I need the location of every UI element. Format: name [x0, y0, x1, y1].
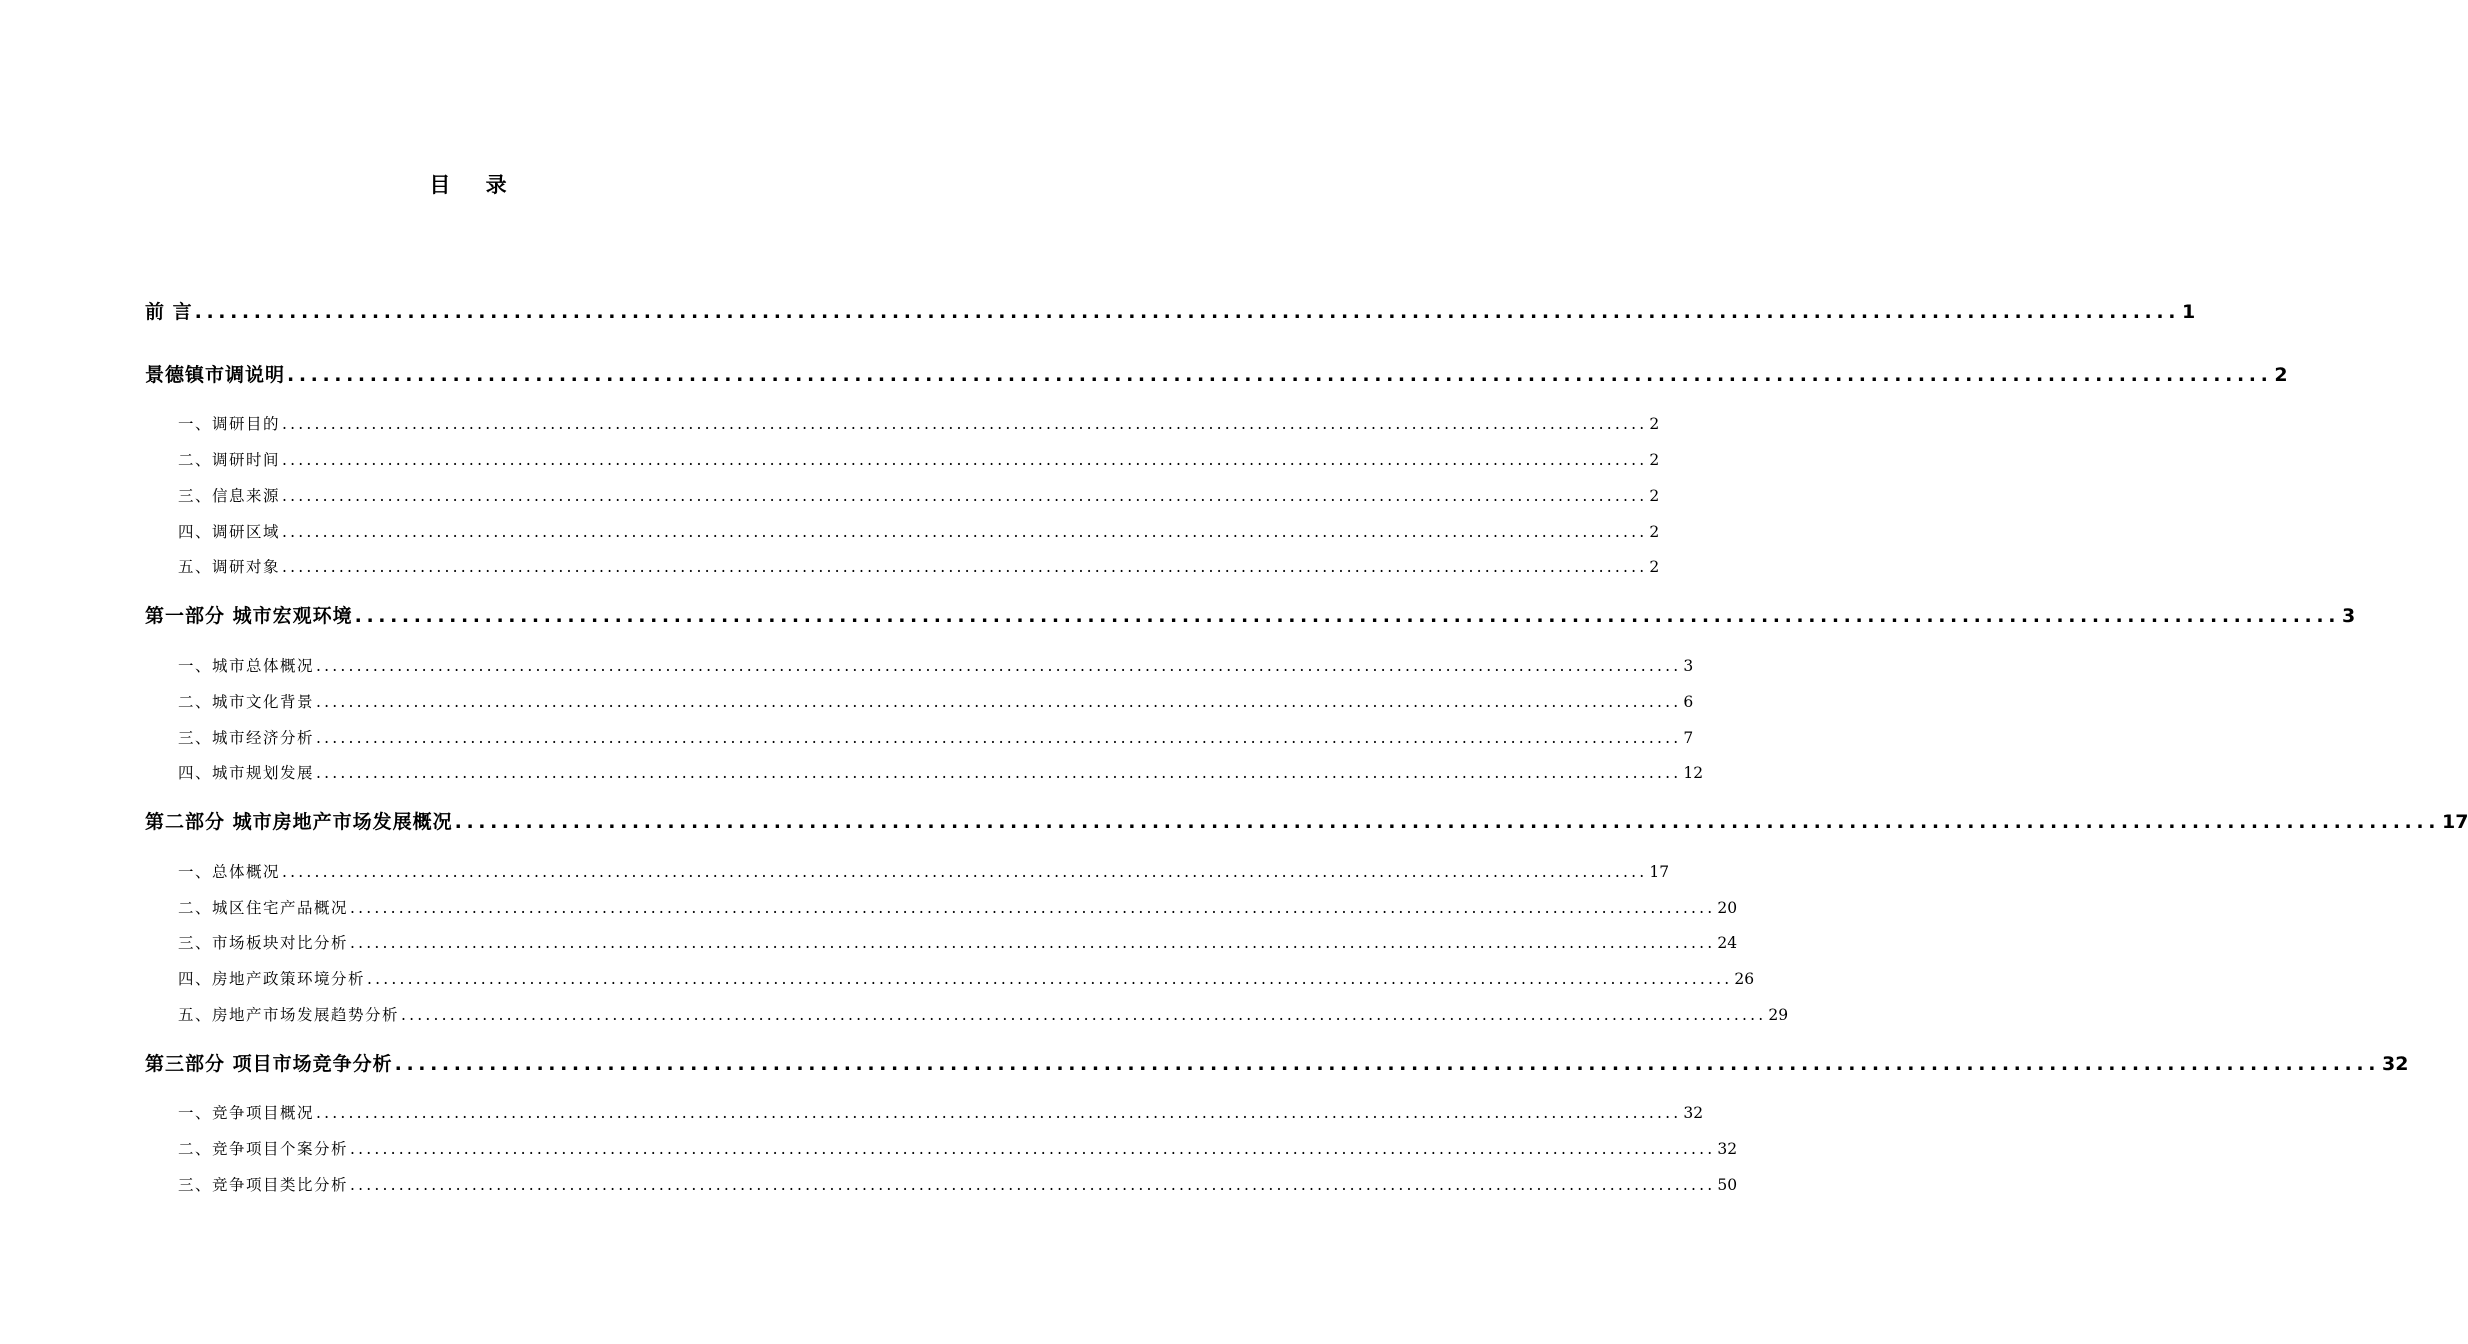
toc-entry-page: 2: [1649, 487, 1660, 505]
toc-entry[interactable]: [145, 299, 2196, 325]
toc-entry[interactable]: [145, 603, 2356, 629]
toc-entry-label: 第一部分 城市宏观环境: [145, 605, 353, 627]
toc-entry-label: 二、调研时间: [178, 451, 281, 469]
toc-entry-label: 第二部分 城市房地产市场发展概况: [145, 811, 453, 833]
toc-entry-page: 2: [1649, 451, 1660, 469]
toc-dot-leader: ........................................................................................................................................................................: [282, 523, 1648, 541]
toc-entry-label: 一、城市总体概况: [178, 657, 315, 675]
toc-entry-label: 二、城区住宅产品概况: [178, 899, 349, 917]
toc-entry-page: 32: [1683, 1104, 1704, 1122]
toc-dot-leader: ........................................................................................................................................................................: [350, 1140, 1716, 1158]
toc-dot-leader: ........................................................................................................................................................................: [350, 1176, 1716, 1194]
toc-entry[interactable]: [178, 521, 1660, 543]
toc-entry-page: 7: [1683, 729, 1694, 747]
toc-entry-page: 24: [1717, 934, 1738, 952]
toc-entry-label: 五、调研对象: [178, 558, 281, 576]
toc-entry-page: 29: [1768, 1006, 1789, 1024]
toc-entry[interactable]: [178, 968, 1755, 990]
toc-entry-label: 四、房地产政策环境分析: [178, 970, 366, 988]
toc-entry[interactable]: [178, 897, 1738, 919]
toc-entry[interactable]: [178, 1102, 1704, 1124]
toc-entry-page: 2: [1649, 558, 1660, 576]
toc-dot-leader: ........................................................................................................................................................................: [316, 729, 1682, 747]
toc-entry[interactable]: [178, 1004, 1789, 1026]
toc-entry[interactable]: [145, 362, 2288, 388]
toc-entry[interactable]: [178, 449, 1660, 471]
toc-entry-label: 前 言: [145, 301, 193, 323]
toc-dot-leader: ........................................................................................................................................................................: [316, 693, 1682, 711]
toc-dot-leader: ........................................................................................................................................................................: [287, 364, 2273, 386]
toc-entry-label: 四、城市规划发展: [178, 764, 315, 782]
toc-entry-label: 一、调研目的: [178, 415, 281, 433]
toc-entry-page: 17: [2442, 811, 2468, 833]
toc-entry-label: 二、竞争项目个案分析: [178, 1140, 349, 1158]
toc-entry-page: 2: [1649, 415, 1660, 433]
toc-entry[interactable]: [178, 413, 1660, 435]
toc-entry-page: 50: [1717, 1176, 1738, 1194]
toc-dot-leader: ........................................................................................................................................................................: [394, 1053, 2381, 1075]
toc-dot-leader: ........................................................................................................................................................................: [316, 764, 1682, 782]
toc-entry-label: 第三部分 项目市场竞争分析: [145, 1053, 393, 1075]
toc-entry-page: 2: [1649, 523, 1660, 541]
toc-dot-leader: ........................................................................................................................................................................: [367, 970, 1733, 988]
toc-entry-label: 三、市场板块对比分析: [178, 934, 349, 952]
toc-entry[interactable]: [178, 727, 1694, 749]
toc-dot-leader: ........................................................................................................................................................................: [282, 415, 1648, 433]
toc-entry[interactable]: [145, 1051, 2409, 1077]
toc-entry[interactable]: [178, 762, 1704, 784]
toc-dot-leader: ........................................................................................................................................................................: [316, 1104, 1682, 1122]
toc-dot-leader: ........................................................................................................................................................................: [316, 657, 1682, 675]
toc-dot-leader: ........................................................................................................................................................................: [194, 301, 2181, 323]
toc-entry-page: 32: [1717, 1140, 1738, 1158]
toc-entry[interactable]: [178, 932, 1738, 954]
page-title: 目 录: [429, 173, 521, 197]
toc-entry-page: 20: [1717, 899, 1738, 917]
toc-dot-leader: ........................................................................................................................................................................: [401, 1006, 1767, 1024]
toc-dot-leader: ........................................................................................................................................................................: [282, 863, 1648, 881]
toc-dot-leader: ........................................................................................................................................................................: [350, 934, 1716, 952]
toc-entry-label: 四、调研区域: [178, 523, 281, 541]
toc-entry-page: 3: [2342, 605, 2356, 627]
toc-entry-page: 3: [1683, 657, 1694, 675]
toc-entry-label: 三、竞争项目类比分析: [178, 1176, 349, 1194]
toc-dot-leader: ........................................................................................................................................................................: [354, 605, 2341, 627]
toc-entry-label: 一、竞争项目概况: [178, 1104, 315, 1122]
toc-entry-label: 一、总体概况: [178, 863, 281, 881]
toc-entry-label: 五、房地产市场发展趋势分析: [178, 1006, 400, 1024]
toc-entry-page: 32: [2382, 1053, 2409, 1075]
toc-entry-label: 三、信息来源: [178, 487, 281, 505]
toc-dot-leader: ........................................................................................................................................................................: [282, 487, 1648, 505]
toc-entry-label: 二、城市文化背景: [178, 693, 315, 711]
toc-entry-page: 17: [1649, 863, 1670, 881]
toc-entry-label: 景德镇市调说明: [145, 364, 286, 386]
toc-entry[interactable]: [178, 655, 1694, 677]
toc-dot-leader: ........................................................................................................................................................................: [282, 558, 1648, 576]
toc-dot-leader: ........................................................................................................................................................................: [454, 811, 2441, 833]
toc-entry[interactable]: [178, 1174, 1738, 1196]
toc-entry[interactable]: [145, 809, 2468, 835]
toc-dot-leader: ........................................................................................................................................................................: [282, 451, 1648, 469]
toc-entry-page: 12: [1683, 764, 1704, 782]
toc-entry-page: 2: [2274, 364, 2288, 386]
toc-entry-label: 三、城市经济分析: [178, 729, 315, 747]
toc-entry-page: 1: [2182, 301, 2196, 323]
toc-entry-page: 26: [1734, 970, 1755, 988]
toc-entry[interactable]: [178, 691, 1694, 713]
toc-entry[interactable]: [178, 556, 1660, 578]
toc-entry[interactable]: [178, 1138, 1738, 1160]
toc-dot-leader: ........................................................................................................................................................................: [350, 899, 1716, 917]
toc-entry[interactable]: [178, 861, 1670, 883]
toc-entry-page: 6: [1683, 693, 1694, 711]
toc-entry[interactable]: [178, 485, 1660, 507]
